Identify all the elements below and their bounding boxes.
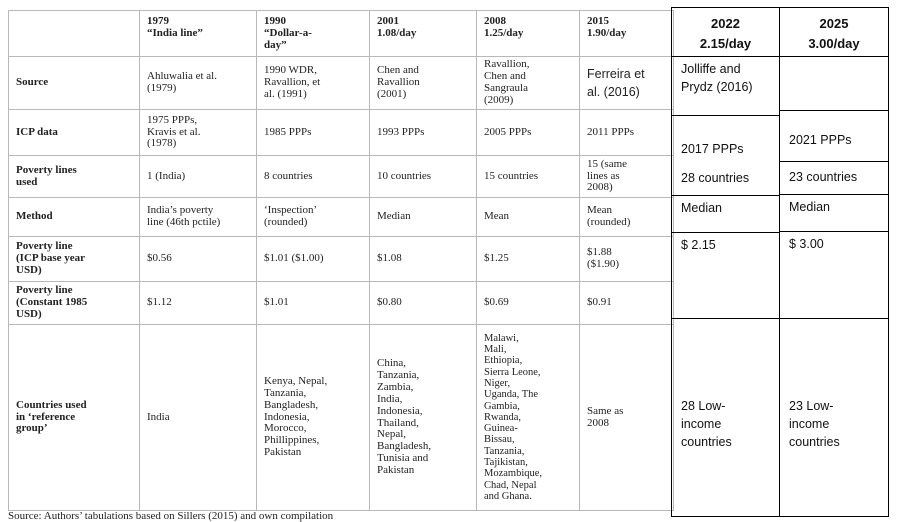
table-cell: 1985 PPPs: [257, 110, 370, 156]
header-1979: 1979 “India line”: [140, 11, 257, 57]
row-poverty-line-icp-base-year: [9, 237, 674, 282]
header-row: [9, 11, 674, 57]
table-cell: $0.56: [140, 237, 257, 282]
row-poverty-lines-used: [9, 156, 674, 198]
cell-2022-source: Jolliffe and Prydz (2016): [671, 56, 780, 116]
table-cell: $1.88 ($1.90): [580, 237, 674, 282]
row-label: ICP data: [9, 110, 140, 156]
header-corner: [9, 11, 140, 57]
cell-2022-lines: 28 countries: [671, 167, 780, 195]
table-cell: ‘Inspection’ (rounded): [257, 198, 370, 237]
row-icp-data: [9, 110, 674, 156]
header-2025: 2025 3.00/day: [779, 7, 889, 57]
table-cell: Mean: [477, 198, 580, 237]
table-cell: $1.12: [140, 282, 257, 325]
header-2022: 2022 2.15/day: [671, 7, 780, 57]
source-note: Source: Authors’ tabulations based on Sillers (2015) and own compilation: [8, 510, 334, 522]
table-cell: China, Tanzania, Zambia, India, Indonesia, Thailand, Nepal, Bangladesh, Tunisia and Pakistan: [370, 325, 477, 511]
cell-2025-line-value: $ 3.00: [779, 231, 889, 319]
cell-2022-icp: 2017 PPPs: [671, 115, 780, 173]
cell-2025-countries: 23 Low- income countries: [779, 318, 889, 517]
table-cell: 15 (same lines as 2008): [580, 156, 674, 198]
row-reference-countries: [9, 325, 674, 511]
table-cell: $1.01: [257, 282, 370, 325]
table-cell: Chen and Ravallion (2001): [370, 57, 477, 110]
row-label: Poverty line (ICP base year USD): [9, 237, 140, 282]
table-cell: 2005 PPPs: [477, 110, 580, 156]
table-cell: India: [140, 325, 257, 511]
cell-2025-source: [779, 56, 889, 111]
table-cell: India’s poverty line (46th pctile): [140, 198, 257, 237]
row-label: Countries used in ‘reference group’: [9, 325, 140, 511]
table-cell: 1990 WDR, Ravallion, et al. (1991): [257, 57, 370, 110]
table-cell: $1.25: [477, 237, 580, 282]
table-cell: $0.80: [370, 282, 477, 325]
row-poverty-line-constant-1985: [9, 282, 674, 325]
table-cell: Ferreira et al. (2016): [580, 57, 674, 110]
row-label: Method: [9, 198, 140, 237]
cell-2025-icp: 2021 PPPs: [779, 110, 889, 162]
table-cell: 8 countries: [257, 156, 370, 198]
header-1990: 1990 “Dollar-a- day”: [257, 11, 370, 57]
table-cell: 1993 PPPs: [370, 110, 477, 156]
table-cell: Ravallion, Chen and Sangraula (2009): [477, 57, 580, 110]
table-cell: 15 countries: [477, 156, 580, 198]
table-cell: $0.69: [477, 282, 580, 325]
row-label: Source: [9, 57, 140, 110]
cell-2022-countries: 28 Low- income countries: [671, 318, 780, 517]
row-method: [9, 198, 674, 237]
table-cell: Kenya, Nepal, Tanzania, Bangladesh, Indonesia, Morocco, Phillippines, Pakistan: [257, 325, 370, 511]
row-source: [9, 57, 674, 110]
table-cell: Mean (rounded): [580, 198, 674, 237]
cell-2022-method: Median: [671, 195, 780, 233]
table-cell: Same as 2008: [580, 325, 674, 511]
cell-2025-lines: 23 countries: [779, 161, 889, 195]
cell-2022-line-value: $ 2.15: [671, 232, 780, 319]
table-cell: Malawi, Mali, Ethiopia, Sierra Leone, Niger, Uganda, The Gambia, Rwanda, Guinea- Bissau, Tanzania, Tajikistan, Mozambique, Chad, Nepal and Ghana.: [477, 325, 580, 511]
header-2015: 2015 1.90/day: [580, 11, 674, 57]
table-cell: $1.01 ($1.00): [257, 237, 370, 282]
historical-poverty-lines-table: [8, 10, 674, 511]
table-cell: 1975 PPPs, Kravis et al. (1978): [140, 110, 257, 156]
row-label: Poverty lines used: [9, 156, 140, 198]
header-2001: 2001 1.08/day: [370, 11, 477, 57]
table-cell: 2011 PPPs: [580, 110, 674, 156]
cell-2025-method: Median: [779, 194, 889, 233]
table-cell: Median: [370, 198, 477, 237]
table-cell: $1.08: [370, 237, 477, 282]
row-label: Poverty line (Constant 1985 USD): [9, 282, 140, 325]
table-cell: $0.91: [580, 282, 674, 325]
table-cell: 10 countries: [370, 156, 477, 198]
header-2008: 2008 1.25/day: [477, 11, 580, 57]
table-cell: Ahluwalia et al. (1979): [140, 57, 257, 110]
table-cell: 1 (India): [140, 156, 257, 198]
